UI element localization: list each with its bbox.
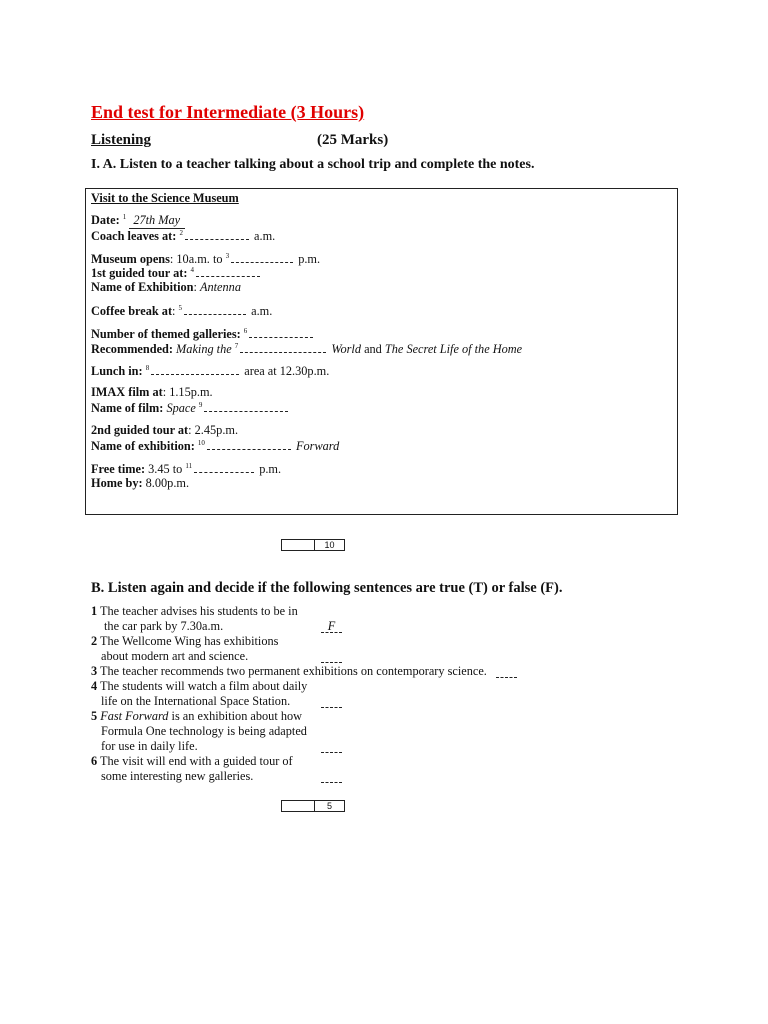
tf-answer-4[interactable] [321,695,342,708]
home-line: Home by: 8.00p.m. [91,476,190,490]
free-time-blank[interactable] [194,461,254,473]
tf-item-6: 6 The visit will end with a guided tour of [91,754,293,768]
coffee-line: Coffee break at: $^5$ a.m. [91,304,273,318]
museum-line: Museum opens: 10a.m. to $^3$ p.m. [91,252,321,266]
listening-label: Listening [91,132,152,148]
lunch-line: Lunch in: $^8$ area at 12.30p.m. [91,364,330,378]
box-title: Visit to the Science Museum [91,191,239,205]
exhibition-line: Name of Exhibition: Antenna [91,280,241,294]
tour2-line: 2nd guided tour at: 2.45p.m. [91,423,239,437]
tf-item-2-line2: about modern art and science. [101,649,249,663]
tf-item-6-line2: some interesting new galleries. [101,769,254,783]
tour1-line: 1st guided tour at: $^4$ [91,265,262,281]
tf-answer-5[interactable] [321,740,342,753]
tf-answer-1[interactable]: F [321,620,342,633]
date-line: Date: $^1$ 27th May [91,213,185,229]
score-input-cell[interactable] [282,801,315,811]
film-line: Name of film: Space $^9$ [91,400,290,416]
coach-blank[interactable] [185,228,249,240]
galleries-line: Number of themed galleries: $^6$ [91,326,315,342]
tf-item-1: 1 The teacher advises his students to be in [91,604,298,618]
tf-item-2: 2 The Wellcome Wing has exhibitions [91,634,279,648]
coach-line: Coach leaves at: $^2$ a.m. [91,229,276,243]
exhibition2-line: Name of exhibition: $^{10}$ Forward [91,439,340,453]
tf-item-5-line2: Formula One technology is being adapted [101,724,307,738]
tf-item-5-line3: for use in daily life. [101,739,198,753]
coffee-blank[interactable] [184,303,246,315]
score-input-cell[interactable] [282,540,315,550]
tf-item-5: 5 Fast Forward is an exhibition about how [91,709,302,723]
part-a-score-total: 10 [324,540,335,550]
tour1-blank[interactable] [196,265,260,277]
tf-item-4-line2: life on the International Space Station. [101,694,291,708]
tf-answer-6[interactable] [321,770,342,783]
tf-item-1-line2: the car park by 7.30a.m. [104,619,224,633]
galleries-blank[interactable] [249,326,313,338]
exhibition2-blank[interactable] [207,438,291,450]
lunch-blank[interactable] [151,363,239,375]
date-answer: 27th May [129,213,185,229]
tf-answer-2[interactable] [321,650,342,663]
imax-line: IMAX film at: 1.15p.m. [91,385,213,399]
film-blank[interactable] [204,400,288,412]
listening-marks: (25 Marks) [317,132,389,148]
part-b-score-total: 5 [326,801,332,811]
part-b-instruction: B. Listen again and decide if the following sentences are true (T) or false (F). [91,580,563,596]
tf-item-3: 3 The teacher recommends two permanent exhibitions on contemporary science. [91,664,487,678]
part-a-instruction: I. A. Listen to a teacher talking about a school trip and complete the notes. [91,157,535,172]
museum-blank[interactable] [231,251,293,263]
section-label-listening [91,132,151,149]
part-a-score-box [281,539,345,551]
part-b-score-box [281,800,345,812]
page-title: End test for Intermediate (3 Hours) [91,102,365,122]
tf-answer-3[interactable] [496,665,517,678]
recommended-blank[interactable] [240,341,326,353]
tf-item-4: 4 The students will watch a film about daily [91,679,308,693]
recommended-line: Recommended: Making the $^7$ World and The Secret Life of the Home [91,342,523,356]
free-time-line: Free time: 3.45 to $^{11}$ p.m. [91,462,282,476]
